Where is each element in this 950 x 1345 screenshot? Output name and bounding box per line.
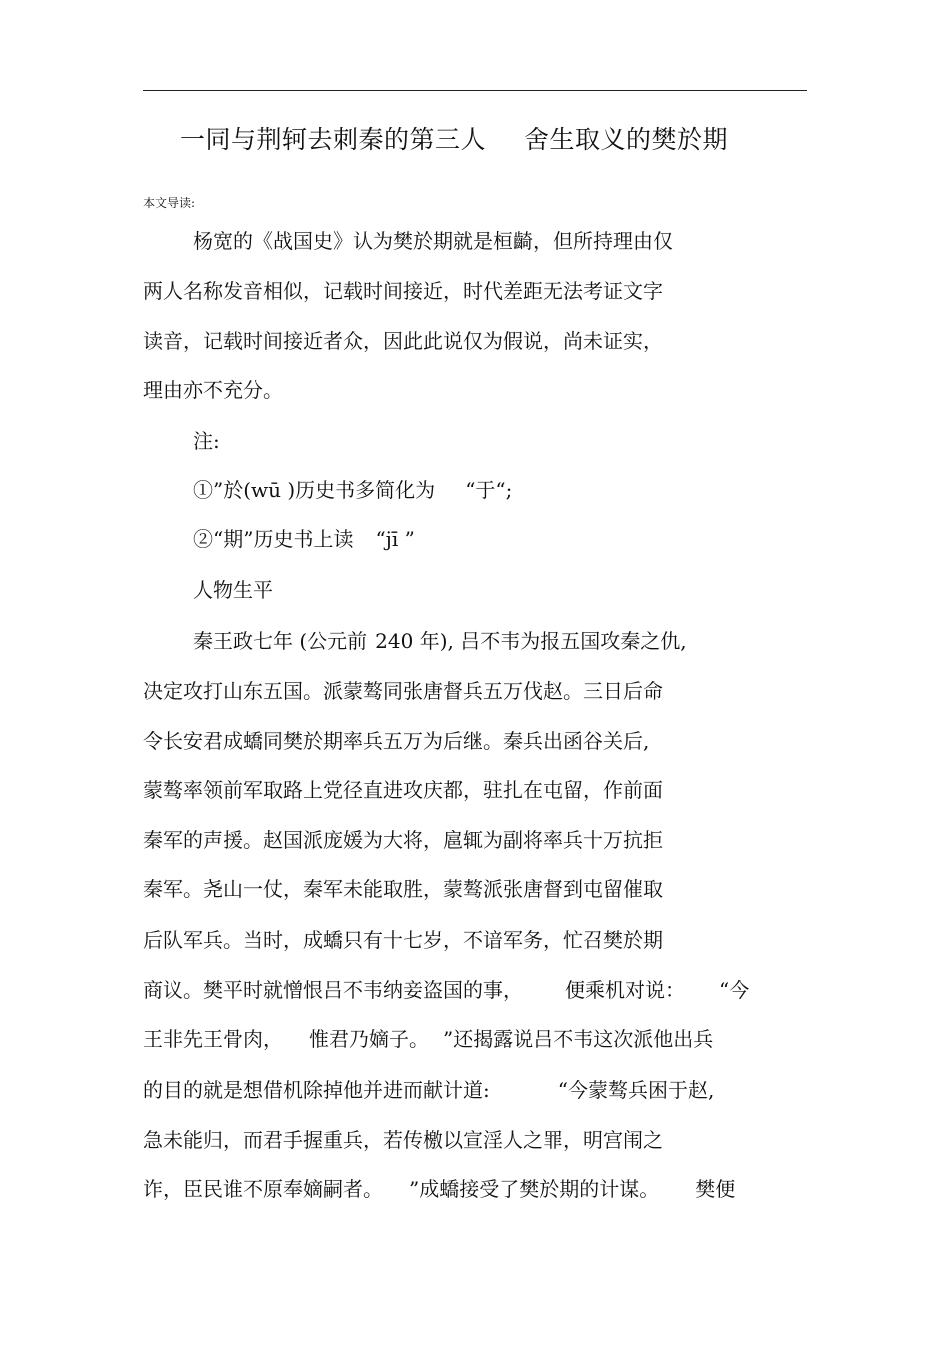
line-segment: ”成蟜接受了樊於期的计谋。 <box>409 1177 660 1201</box>
note-heading: 注: <box>193 429 220 453</box>
paragraph-line: 理由亦不充分。 <box>143 378 283 402</box>
line-segment: “今蒙骜兵困于赵, <box>557 1078 715 1102</box>
paragraph-line: 秦军的声援。赵国派庞媛为大将，扈辄为副将率兵十万抗拒 <box>143 828 663 852</box>
line-segment: 便乘机对说： <box>565 978 685 1002</box>
line-segment: 秦王政七年 (公元前 <box>193 629 368 653</box>
note-item-2-text: ②“期”历史书上读 <box>193 527 354 551</box>
line-segment: 诈，臣民谁不原奉嫡嗣者。 <box>143 1177 383 1201</box>
section-heading: 人物生平 <box>193 578 273 602</box>
line-segment: ”还揭露说吕不韦这次派他出兵 <box>443 1027 714 1051</box>
paragraph-line: 读音，记载时间接近者众，因此此说仅为假说，尚未证实， <box>143 329 663 353</box>
line-segment: 240 年), 吕不韦为报五国攻秦之仇, <box>375 629 687 653</box>
paragraph-line: 杨宽的《战国史》认为樊於期就是桓齮，但所持理由仅 <box>193 229 673 253</box>
title-part-1: 一同与荆轲去刺秦的第三人 <box>180 125 487 154</box>
line-segment: 商议。樊平时就憎恨吕不韦纳妾盗国的事， <box>143 978 523 1002</box>
note-item-1-text: ①”於(wū )历史书多简化为 <box>193 478 436 502</box>
paragraph-line: 决定攻打山东五国。派蒙骜同张唐督兵五万伐赵。三日后命 <box>143 679 663 703</box>
note-item-2 <box>193 524 415 554</box>
paragraph-line <box>143 1075 714 1105</box>
line-segment: 王非先王骨肉， <box>143 1027 283 1051</box>
line-segment: 樊便 <box>695 1177 736 1201</box>
note-item-2-quote: “jī ” <box>375 527 415 551</box>
paragraph-line: 秦军。尧山一仗，秦军未能取胜，蒙骜派张唐督到屯留催取 <box>143 877 663 901</box>
paragraph-line: 后队军兵。当时，成蟜只有十七岁，不谙军务，忙召樊於期 <box>143 928 663 952</box>
line-segment: 惟君乃嫡子。 <box>309 1027 429 1051</box>
line-segment: “今 <box>719 978 750 1002</box>
paragraph-line: 急未能归，而君手握重兵，若传檄以宣淫人之罪，明宫闱之 <box>143 1128 663 1152</box>
note-item-1-quote: “于“; <box>465 478 513 502</box>
paragraph-line: 蒙骜率领前军取路上党径直进攻庆都，驻扎在屯留，作前面 <box>143 778 663 802</box>
title-part-2: 舍生取义的樊於期 <box>524 125 729 154</box>
paragraph-line <box>193 626 687 656</box>
paragraph-line <box>143 1024 713 1054</box>
header-rule <box>143 90 807 91</box>
paragraph-line <box>143 1174 735 1204</box>
paragraph-line: 令长安君成蟜同樊於期率兵五万为后继。秦兵出函谷关后, <box>143 729 650 753</box>
paragraph-line: 两人名称发音相似，记载时间接近，时代差距无法考证文字 <box>143 279 663 303</box>
note-item-1 <box>193 475 512 505</box>
page-title <box>180 120 728 160</box>
guide-label: 本文导读: <box>143 196 196 210</box>
line-segment: 的目的就是想借机除掉他并进而献计道: <box>143 1078 490 1102</box>
paragraph-line <box>143 975 749 1005</box>
